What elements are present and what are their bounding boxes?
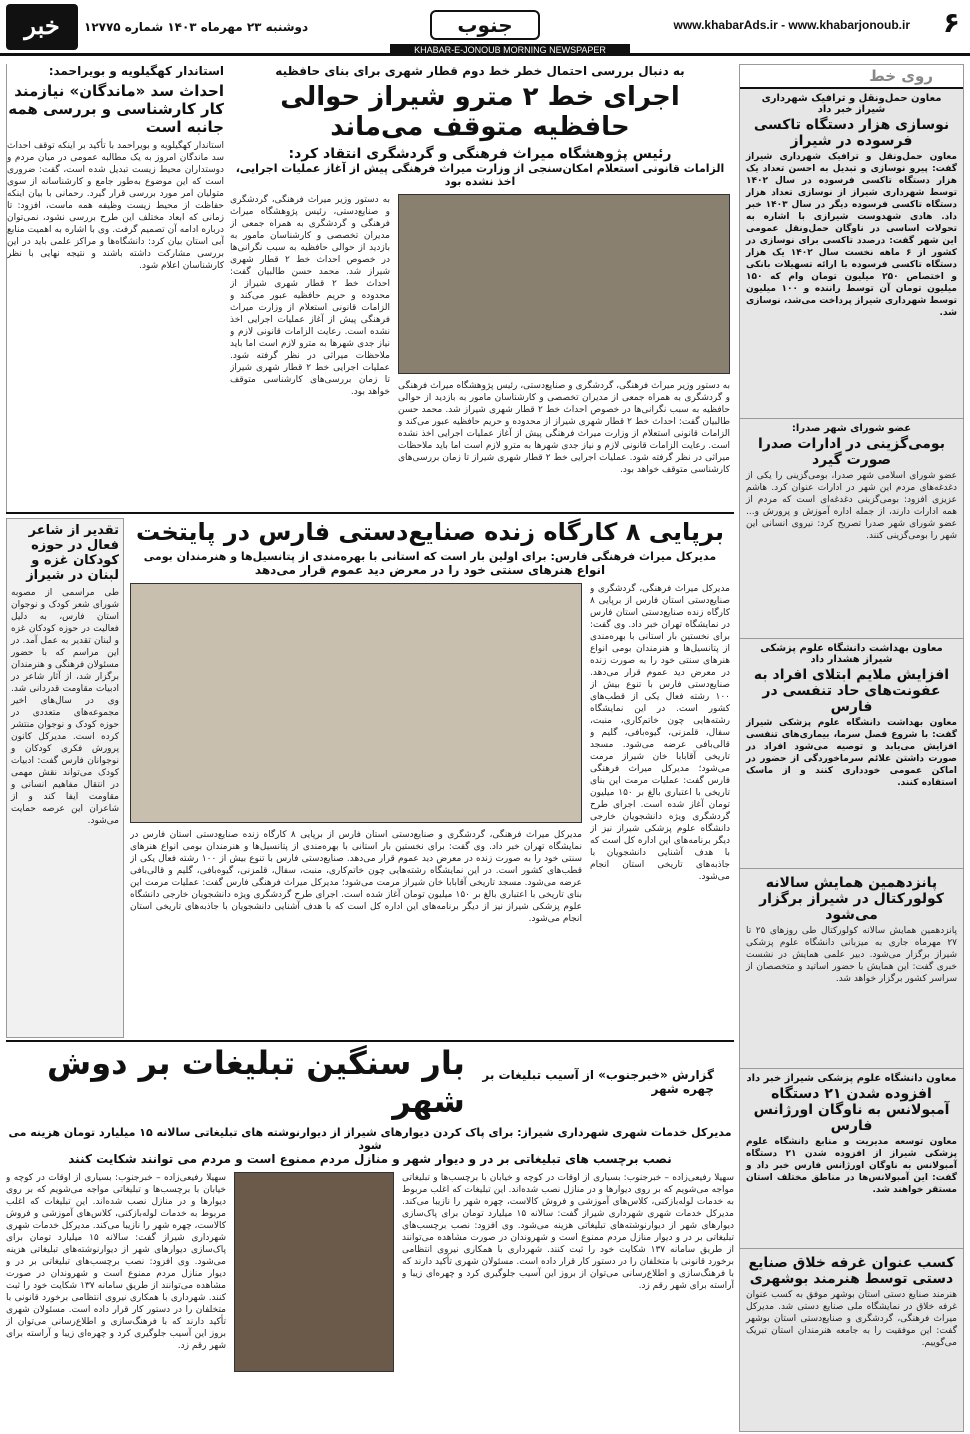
top-story-lead: الزامات قانونی استعلام امکان‌سنجی از وزارت میراث فرهنگی پیش از آغاز عملیات اجرایی، اخذ نشده بود (235, 162, 725, 188)
sidebar-item-body: معاون بهداشت دانشگاه علوم پزشکی شیراز گفت: با شروع فصل سرما، بیماری‌های تنفسی افزایش می‌یابد و توصیه می‌شود افراد در صورت داشتن علائم سرماخوردگی از حضور در اماکن عمومی خودداری کنند و از ماسک استفاده کنند. (746, 718, 957, 788)
ads-story-body: سهیلا رفیعی‌زاده – خبرجنوب: بسیاری از اوقات در کوچه و خیابان با برچسب‌ها و تبلیغاتی مواجه می‌شویم که بر روی دیوارها و در منازل نصب شده‌اند. این تبلیغات که اغلب مربوط به خدمات لوله‌بازکنی، کلاس‌های آموزشی و فروش کالاست، چهره شهر را نازیبا می‌کند. مدیرکل خدمات شهری شهرداری شیراز گفت: سالانه ۱۵ میلیارد تومان برای پاک‌سازی دیوارهای شهر از دیوارنوشته‌های تبلیغاتی هزینه می‌شود. وی افزود: نصب برچسب‌های تبلیغاتی بر در و دیوار منازل مردم ممنوع است و شهروندان در صورت مشاهده می‌توانند از طریق سامانه ۱۳۷ شکایت خود را ثبت کنند. شهرداری با همکاری نیروی انتظامی برخورد قانونی با متخلفان را در دستور کار قرار داده است. مسئولان شهری تأکید دارند که با فرهنگ‌سازی و اطلاع‌رسانی می‌توان از بروز این آسیب جلوگیری کرد و چهره‌ای زیبا و آراسته برای شهر رقم زد. (402, 1173, 734, 1291)
ads-story-kicker: گزارش «خبرجنوب» از آسیب تبلیغات بر چهره شهر (482, 1068, 714, 1096)
ads-story-headline: بار سنگین تبلیغات بر دوش شهر (47, 1044, 465, 1120)
ads-story-deck: مدیرکل خدمات شهری شهرداری شیراز: برای پاک کردن دیوارهای شیراز از دیوارنوشته های تبلیغاتی سالانه ۱۵ میلیارد تومان هزینه می شود (8, 1126, 732, 1152)
divider (6, 1040, 734, 1042)
top-story-body: به دستور وزیر میراث فرهنگی، گردشگری و صنایع‌دستی، رئیس پژوهشگاه میراث فرهنگی و گردشگری به همراه جمعی از مدیران تخصصی و کارشناسان مامور به بازدید از حوالی حافظیه به سبب نگرانی‌ها در خصوص احداث خط ۲ قطار شهری شیراز شد. محمد حسن طالبیان گفت: احداث خط ۲ قطار شهری شیراز از محدوده و حریم حافظیه عبور می‌کند و الزامات قانونی استعلام از وزارت میراث فرهنگی پیش از آغاز عملیات اجرایی اخذ نشده است. رعایت الزامات قانونی لازم و نیاز جدی شهرها به مترو لازم است اما باید ملاحظات میراثی در نظر گرفته شود. عملیات اجرایی خط ۲ قطار شهری شیراز تا زمان بررسی‌های کارشناسی متوقف خواهد بود. (398, 381, 730, 475)
sidebar-item-title: افزایش ملایم ابتلای افراد به عفونت‌های حاد تنفسی در فارس (753, 667, 950, 715)
divider (6, 512, 734, 514)
top-story-subhead: رئیس پژوهشگاه میراث فرهنگی و گردشگری انتقاد کرد: (288, 146, 672, 162)
sidebar-title: روی خط (740, 65, 963, 89)
ads-story-deck-2: نصب برچسب های تبلیغاتی بر در و دیوار شهر و منازل مردم ممنوع است و مردم می توانند شکایت کنند (68, 1152, 672, 1166)
dam-story-body: استاندار کهگیلویه و بویراحمد با تأکید بر اینکه توقف احداث سد ماندگان امروز به یک مطالبه عمومی در میان مردم و دوستداران محیط زیست تبدیل شده است، گفت: ضروری است که این موضوع به‌طور جامع و کارشناسانه از سوی متولیان امر مورد بررسی قرار گیرد. رحمانی با بیان اینکه حفاظت از محیط زیست وظیفه همه ماست، افزود: تا زمانی که ابعاد مختلف این طرح بررسی نشود، نمی‌توان درباره ادامه آن تصمیم گرفت. وی با اشاره به اهمیت منابع آبی استان بیان کرد: دانشگاه‌ها و مراکز علمی باید در این بررسی مشارکت داشته باشند و نتیجه نهایی با نظر کارشناسان اعلام شود. (7, 141, 224, 271)
poet-story-headline: تقدیر از شاعر فعال در حوزه کودکان غزه و لبنان در شیراز (26, 523, 119, 583)
top-story-kicker: به دنبال بررسی احتمال خطر خط دوم قطار شهری برای بنای حافظیه (275, 64, 685, 78)
metro-site-photo (398, 194, 730, 374)
crafts-story-deck-2: انواع هنرهای سنتی خود را در معرض دید عموم قرار می‌دهد (254, 563, 606, 577)
sidebar-item (740, 639, 963, 869)
sidebar-on-the-line (739, 64, 964, 1432)
sidebar-item-body: عضو شورای اسلامی شهر صدرا، بومی‌گزینی را یکی از دغدغه‌های مردم این شهر در ادارات عنوان کرد. هاشم عزیزی افزود: بومی‌گزینی دغدغه‌ای است که مردم از همه ادارات دارند، از جمله اداره آموزش و پرورش و... عضو شورای شهر صدرا تصریح کرد: نیروی انسانی این شهر را بومی‌گزینی کنند. (746, 471, 957, 541)
poet-story-body: طی مراسمی از مصوبه شورای شعر کودک و نوجوان استان فارس، به دلیل فعالیت در حوزه کودکان غزه و لبنان تقدیر به عمل آمد. در این مراسم که با حضور مسئولان فرهنگی و هنرمندان برگزار شد، از آثار شاعر در ادبیات مقاومت قدردانی شد. وی در سال‌های اخیر مجموعه‌های متعددی در حوزه کودک و نوجوان منتشر کرده است. مدیرکل کانون پرورش فکری کودکان و نوجوانان فارس گفت: ادبیات کودک می‌تواند نقش مهمی در انتقال مفاهیم انسانی و مقاومت ایفا کند و از شاعران این عرصه حمایت می‌شود. (11, 588, 119, 826)
top-story (230, 64, 730, 514)
crafts-story-body: مدیرکل میراث فرهنگی، گردشگری و صنایع‌دستی استان فارس از برپایی ۸ کارگاه زنده صنایع‌دستی استان فارس در نمایشگاه تهران خبر داد. وی گفت: برای نخستین بار استانی با بهره‌مندی از پتانسیل‌ها و هنرمندان بومی انواع هنرهای سنتی خود را به صورت زنده در معرض دید عموم قرار می‌دهد. صنایع‌دستی فارس با تنوع بیش از ۱۰۰ رشته فعال یکی از قطب‌های کشور است. در این نمایشگاه رشته‌هایی چون خاتم‌کاری، منبت، سفال، قلمزنی، گیوه‌بافی، گلیم و قالی‌بافی عرضه می‌شود. مسجد تاریخی آقابابا خان شیراز مرمت می‌شود؛ مدیرکل میراث فرهنگی فارس گفت: عملیات مرمت این بنای تاریخی با اعتباری بالغ بر ۱۵۰ میلیون تومان آغاز شده است. اجرای طرح گردشگری ویژه دانشجویان خارجی دانشگاه علوم پزشکی شیراز نیز از دیگر برنامه‌های این اداره کل است که با هدف آشنایی دانشجویان با جاذبه‌های تاریخی استان انجام می‌شود. (590, 584, 730, 882)
poet-story (6, 518, 124, 1038)
sidebar-item (740, 89, 963, 419)
sidebar-item (740, 1069, 963, 1249)
sidebar-item-body: پانزدهمین همایش سالانه کولورکتال طی روزهای ۲۵ تا ۲۷ مهرماه جاری به میزبانی دانشگاه علوم پزشکی شیراز برگزار می‌شود. دبیر علمی همایش در نشست خبری گفت: این همایش با حضور اساتید و متخصصان از سراسر کشور برگزار خواهد شد. (746, 926, 958, 984)
crafts-story-deck: مدیرکل میراث فرهنگی فارس: برای اولین بار است که استانی با بهره‌مندی از پتانسیل‌ها و هنرمندان بومی (143, 550, 717, 563)
issue-date: دوشنبه ۲۳ مهرماه ۱۴۰۳ شماره ۱۲۷۷۵ (84, 20, 309, 34)
sidebar-item-title: کسب عنوان غرفه خلاق صنایع دستی توسط هنرمند بوشهری (748, 1255, 955, 1287)
site-urls[interactable]: www.khabarAds.ir - www.khabarjonoub.ir (673, 18, 910, 32)
dam-story-kicker: استاندار کهگیلویه و بویراحمد: (48, 64, 224, 78)
top-story-body-column: به دستور وزیر میراث فرهنگی، گردشگری و صنایع‌دستی، رئیس پژوهشگاه میراث فرهنگی و گردشگری به همراه جمعی از مدیران تخصصی و کارشناسان مامور به بازدید از حوالی حافظیه به سبب نگرانی‌ها در خصوص احداث خط ۲ قطار شهری شیراز شد. محمد حسن طالبیان گفت: احداث خط ۲ قطار شهری شیراز از محدوده و حریم حافظیه عبور می‌کند و الزامات قانونی استعلام از وزارت میراث فرهنگی پیش از آغاز عملیات اجرایی اخذ نشده است. رعایت الزامات قانونی لازم و نیاز جدی شهرها به مترو لازم است اما باید ملاحظات میراثی در نظر گرفته شود. عملیات اجرایی خط ۲ قطار شهری شیراز تا زمان بررسی‌های کارشناسی متوقف خواهد بود. (230, 195, 390, 397)
sidebar-item (740, 419, 963, 639)
crafts-story-body-cont: مدیرکل میراث فرهنگی، گردشگری و صنایع‌دستی استان فارس از برپایی ۸ کارگاه زنده صنایع‌دستی استان فارس در نمایشگاه تهران خبر داد. وی گفت: برای نخستین بار استانی با بهره‌مندی از پتانسیل‌ها و هنرمندان بومی انواع هنرهای سنتی خود را به صورت زنده در معرض دید عموم قرار می‌دهد. صنایع‌دستی فارس با تنوع بیش از ۱۰۰ رشته فعال یکی از قطب‌های کشور است. در این نمایشگاه رشته‌هایی چون خاتم‌کاری، منبت، سفال، قلمزنی، گیوه‌بافی، گلیم و قالی‌بافی عرضه می‌شود. مسجد تاریخی آقابابا خان شیراز مرمت می‌شود؛ مدیرکل میراث فرهنگی فارس گفت: عملیات مرمت این بنای تاریخی با اعتباری بالغ بر ۱۵۰ میلیون تومان آغاز شده است. اجرای طرح گردشگری ویژه دانشجویان خارجی دانشگاه علوم پزشکی شیراز نیز از دیگر برنامه‌های این اداره کل است که با هدف آشنایی دانشجویان با جاذبه‌های تاریخی استان انجام می‌شود. (130, 830, 582, 924)
masthead (0, 0, 970, 56)
sidebar-item-body: هنرمند صنایع دستی استان بوشهر موفق به کسب عنوان غرفه خلاق در نمایشگاه ملی صنایع دستی شد. مدیرکل میراث فرهنگی، گردشگری و صنایع‌دستی استان بوشهر گفت: این موفقیت را به جامعه هنرمندان استان تبریک می‌گوییم. (746, 1290, 957, 1348)
sidebar-item-title: نوسازی هزار دستگاه تاکسی فرسوده در شیراز (753, 117, 950, 149)
sidebar-item-title: بومی‌گزینی در ادارات صدرا صورت گیرد (758, 436, 945, 468)
sidebar-item-kicker: معاون دانشگاه علوم پزشکی شیراز خبر داد (746, 1073, 957, 1084)
crafts-story (130, 518, 730, 1038)
sidebar-item-kicker: عضو شورای شهر صدرا: (791, 423, 912, 434)
exhibition-photo (130, 583, 582, 823)
sidebar-item (740, 1249, 963, 1429)
ads-story (6, 1044, 734, 1432)
sidebar-item-title: افزوده شدن ۲۱ دستگاه آمبولانس به ناوگان اورژانس فارس (753, 1086, 950, 1134)
newspaper-logo: خبر (6, 4, 78, 50)
page-number: ۶ (942, 6, 960, 39)
sidebar-item-title: پانزدهمین همایش سالانه کولورکتال در شیراز برگزار می‌شود (759, 875, 944, 923)
ads-story-body-cont: سهیلا رفیعی‌زاده – خبرجنوب: بسیاری از اوقات در کوچه و خیابان با برچسب‌ها و تبلیغاتی مواجه می‌شویم که بر روی دیوارها و در منازل نصب شده‌اند. این تبلیغات که اغلب مربوط به خدمات لوله‌بازکنی، کلاس‌های آموزشی و فروش کالاست، چهره شهر را نازیبا می‌کند. مدیرکل خدمات شهری شهرداری شیراز گفت: سالانه ۱۵ میلیارد تومان برای پاک‌سازی دیوارهای شهر از دیوارنوشته‌های تبلیغاتی هزینه می‌شود. وی افزود: نصب برچسب‌های تبلیغاتی بر در و دیوار منازل مردم ممنوع است و شهروندان در صورت مشاهده می‌توانند از طریق سامانه ۱۳۷ شکایت خود را ثبت کنند. شهرداری با همکاری نیروی انتظامی برخورد قانونی با متخلفان را در دستور کار قرار داده است. مسئولان شهری تأکید دارند که با فرهنگ‌سازی و اطلاع‌رسانی می‌توان از بروز این آسیب جلوگیری کرد و چهره‌ای زیبا و آراسته برای شهر رقم زد. (6, 1173, 226, 1351)
top-story-headline: اجرای خط ۲ مترو شیراز حوالی حافظیه متوقف می‌ماند (280, 82, 680, 142)
dam-story-headline: احداث سد «ماندگان» نیازمند کار کارشناسی و بررسی همه جانبه است (8, 82, 224, 136)
sidebar-item-body: معاون توسعه مدیریت و منابع دانشگاه علوم پزشکی شیراز از افزوده شدن ۲۱ دستگاه آمبولانس به ناوگان اورژانس فارس خبر داد و گفت: این آمبولانس‌ها در مناطق مختلف استان مستقر خواهند شد. (746, 1137, 958, 1195)
crafts-story-headline: برپایی ۸ کارگاه زنده صنایع‌دستی فارس در پایتخت (136, 518, 724, 546)
official-portrait-photo (234, 1172, 394, 1372)
section-name: جنوب (430, 10, 540, 40)
sidebar-item-body: معاون حمل‌ونقل و ترافیک شهرداری شیراز گفت: پیرو نوسازی و تبدیل به احسن تعداد یک هزار دستگاه تاکسی فرسوده در سال ۱۴۰۲ توسط شهرداری شیراز از نوسازی تعداد هزار دستگاه تاکسی فرسوده دیگر در سال ۱۴۰۳ خبر داد. هادی شهدوست شیرازی با اشاره به تحولات اساسی در ناوگان حمل‌ونقل عمومی این شهر گفت: درصدد تاکسی برای نوسازی در کشور از ۶ ماهه نخست سال ۱۴۰۲ یک هزار دستگاه تاکسی فرسوده با ارائه تسهیلات بانکی و اختصاص ۲۵۰ میلیون تومان وام که ۱۵۰ میلیون تومان آن توسط راننده و ۱۰۰ میلیون توسط شهرداری شیراز پرداخت می‌شد، نوسازی شد. (746, 152, 958, 318)
sidebar-item-kicker: معاون حمل‌ونقل و ترافیک شهرداری شیراز خبر داد (761, 93, 942, 115)
newspaper-subtitle: KHABAR-E-JONOUB MORNING NEWSPAPER (390, 44, 630, 56)
sidebar-item-kicker: معاون بهداشت دانشگاه علوم پزشکی شیراز هشدار داد (760, 643, 943, 665)
dam-story (6, 64, 224, 514)
sidebar-item (740, 869, 963, 1069)
